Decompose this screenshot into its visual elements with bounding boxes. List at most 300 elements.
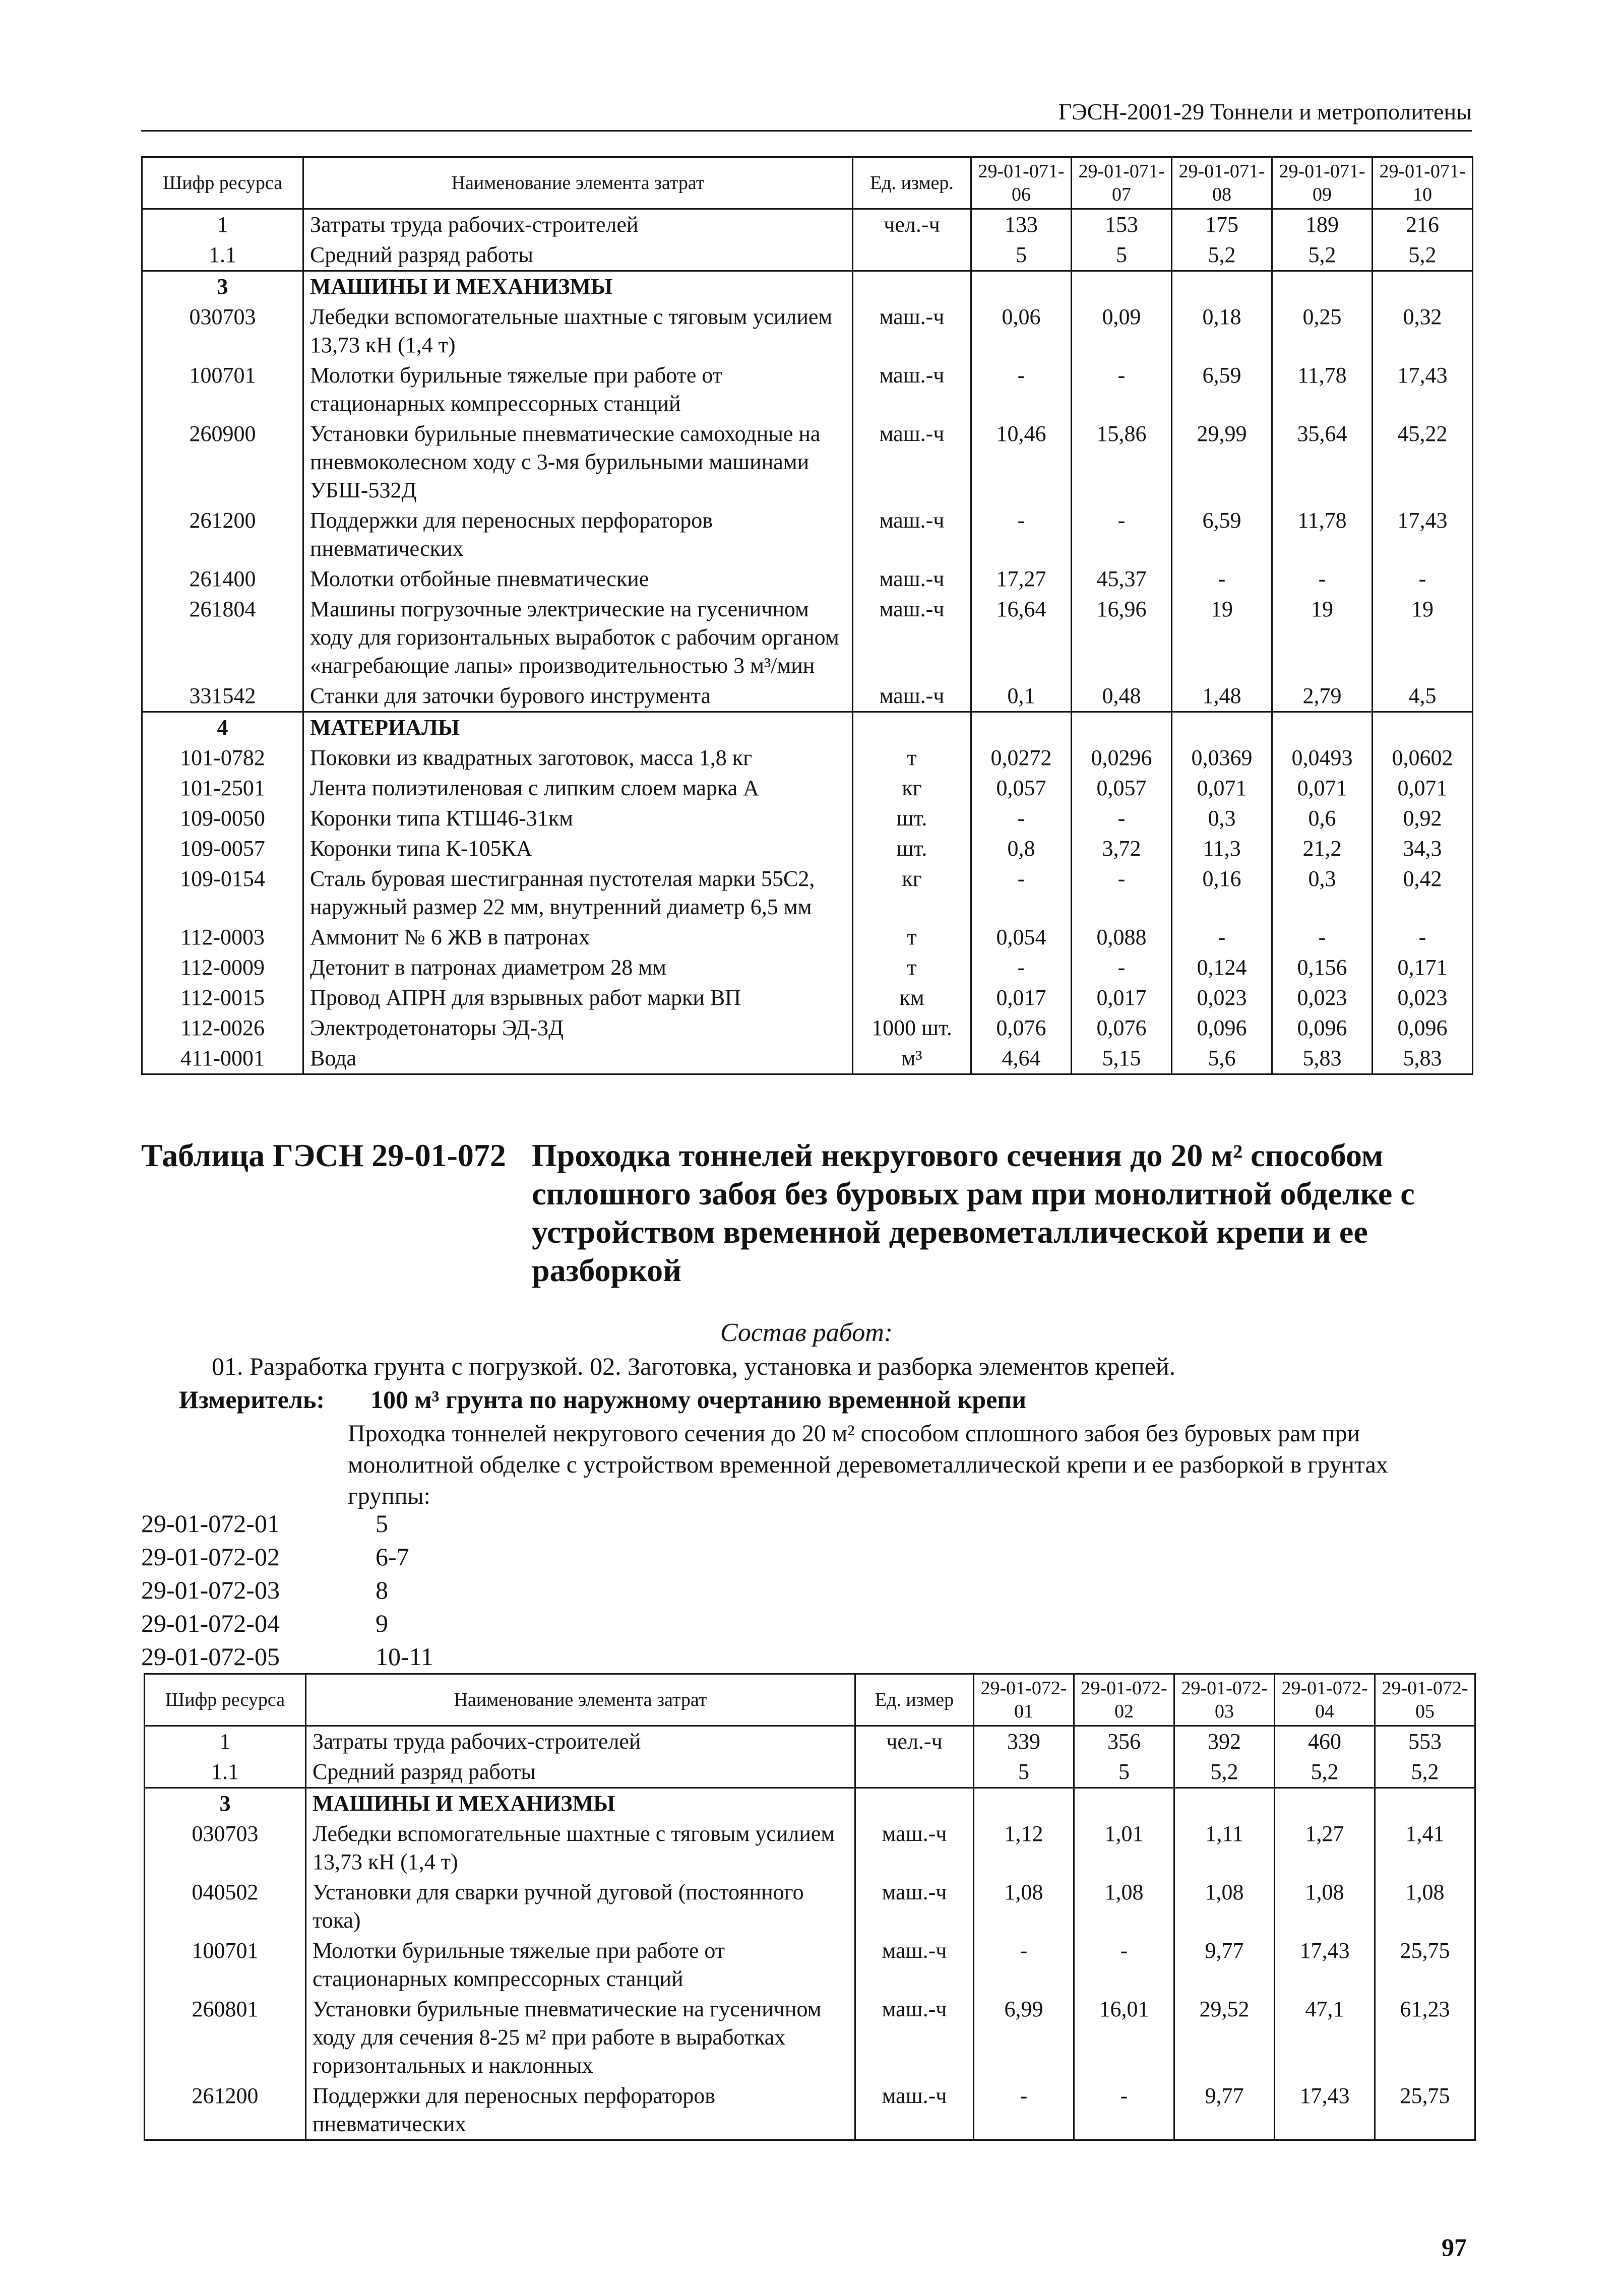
resource-unit: шт.	[853, 834, 971, 864]
resource-unit: маш.-ч	[855, 1994, 974, 2081]
resource-code: 1	[145, 1726, 306, 1757]
norm-value: 0,06	[971, 302, 1072, 360]
resource-code: 261200	[145, 2081, 306, 2140]
resource-unit: кг	[853, 864, 971, 922]
resource-unit: 1000 шт.	[853, 1013, 971, 1043]
resource-code: 101-0782	[142, 743, 303, 773]
norm-value: 1,27	[1275, 1819, 1375, 1877]
norm-value: 6,59	[1172, 360, 1272, 419]
norm-value: -	[1072, 360, 1172, 419]
soil-group: 9	[376, 1609, 388, 1637]
norm-value: 0,16	[1172, 864, 1272, 922]
resource-name: Аммонит № 6 ЖВ в патронах	[303, 922, 853, 952]
norm-code: 29-01-072-02	[141, 1543, 280, 1571]
section-row	[145, 1788, 1475, 1819]
table-row	[142, 1043, 1473, 1074]
resource-unit	[855, 1757, 974, 1788]
resource-code: 1.1	[142, 240, 303, 271]
table-row	[142, 952, 1473, 983]
norm-value: 1,08	[1375, 1877, 1475, 1936]
composition-text: 01. Разработка грунта с погрузкой. 02. Заготовка, установка и разборка элементов крепей.	[212, 1352, 1176, 1380]
resource-code: 331542	[142, 681, 303, 712]
resource-code: 1.1	[145, 1757, 306, 1788]
resource-unit: маш.-ч	[853, 594, 971, 681]
norm-value: 19	[1272, 594, 1373, 681]
norm-value: 0,6	[1272, 803, 1373, 834]
resource-unit	[855, 1788, 974, 1819]
resource-code: 100701	[145, 1936, 306, 1994]
resource-unit: чел.-ч	[853, 209, 971, 240]
meter-text: 100 м³ грунта по наружному очертанию временной крепи	[370, 1385, 1027, 1414]
resource-name: МАШИНЫ И МЕХАНИЗМЫ	[306, 1788, 855, 1819]
norm-value: -	[974, 2081, 1074, 2140]
norm-value: 0,023	[1272, 983, 1373, 1013]
resource-code: 3	[142, 271, 303, 302]
norm-value: 35,64	[1272, 419, 1373, 505]
norm-value: 1,01	[1074, 1819, 1174, 1877]
norm-value: 0,0493	[1272, 743, 1373, 773]
norm-code-row	[141, 1640, 433, 1673]
norm-value: 5,15	[1072, 1043, 1172, 1074]
resource-unit: шт.	[853, 803, 971, 834]
resource-name: Электродетонаторы ЭД-3Д	[303, 1013, 853, 1043]
norm-value: 0,057	[971, 773, 1072, 803]
table-row	[142, 773, 1473, 803]
table-row	[142, 594, 1473, 681]
section-row	[142, 271, 1473, 302]
col-header-norm: 29-01-071-06	[971, 157, 1072, 209]
norm-value: 216	[1373, 209, 1473, 240]
resource-name: Лебедки вспомогательные шахтные с тяговым усилием 13,73 кН (1,4 т)	[303, 302, 853, 360]
resource-unit: маш.-ч	[855, 1819, 974, 1877]
resource-name: Лента полиэтиленовая с липким слоем марка А	[303, 773, 853, 803]
norm-value: 17,43	[1373, 360, 1473, 419]
norm-value: 5,83	[1373, 1043, 1473, 1074]
resource-code: 4	[142, 712, 303, 743]
norm-value: 0,25	[1272, 302, 1373, 360]
norm-value: -	[971, 952, 1072, 983]
resource-name: Затраты труда рабочих-строителей	[306, 1726, 855, 1757]
norm-value: 0,1	[971, 681, 1072, 712]
norm-value: 25,75	[1375, 1936, 1475, 1994]
norm-value: -	[971, 864, 1072, 922]
norm-value: 175	[1172, 209, 1272, 240]
resource-code: 040502	[145, 1877, 306, 1936]
table-row	[142, 564, 1473, 594]
table-row	[142, 922, 1473, 952]
resource-name: Сталь буровая шестигранная пустотелая марки 55С2, наружный размер 22 мм, внутренний диаметр 6,5 мм	[303, 864, 853, 922]
norm-value: 5,6	[1172, 1043, 1272, 1074]
norm-value	[1072, 271, 1172, 302]
resource-code: 261804	[142, 594, 303, 681]
work-description: Проходка тоннелей некругового сечения до 20 м² способом сплошного забоя без буровых рам при монолитной обделке с устройством временной деревометаллической крепи и ее разборкой в грунтах группы:	[348, 1420, 1388, 1509]
norm-value	[1072, 712, 1172, 743]
norm-value: 5,2	[1272, 240, 1373, 271]
norm-value: 45,37	[1072, 564, 1172, 594]
norm-value: 1,48	[1172, 681, 1272, 712]
norm-value: 133	[971, 209, 1072, 240]
resource-name: Молотки отбойные пневматические	[303, 564, 853, 594]
norm-value: 0,09	[1072, 302, 1172, 360]
norm-value	[1272, 712, 1373, 743]
norm-value	[1373, 712, 1473, 743]
table-row	[142, 240, 1473, 271]
norm-value: -	[971, 803, 1072, 834]
table-row	[145, 1757, 1475, 1788]
table-row	[142, 1013, 1473, 1043]
resource-code: 030703	[142, 302, 303, 360]
resource-name: МАШИНЫ И МЕХАНИЗМЫ	[303, 271, 853, 302]
norm-value: 21,2	[1272, 834, 1373, 864]
section-row	[142, 712, 1473, 743]
norm-value	[971, 712, 1072, 743]
norm-value: 0,088	[1072, 922, 1172, 952]
norm-value: 5	[1072, 240, 1172, 271]
norm-value: 10,46	[971, 419, 1072, 505]
norm-value: -	[971, 360, 1072, 419]
resource-code: 109-0050	[142, 803, 303, 834]
resource-name: Молотки бурильные тяжелые при работе от стационарных компрессорных станций	[303, 360, 853, 419]
resource-name: Установки бурильные пневматические на гусеничном ходу для сечения 8-25 м² при работе в выработках горизонтальных и наклонных	[306, 1994, 855, 2081]
col-header-unit: Ед. измер.	[853, 157, 971, 209]
norm-code-row	[141, 1573, 433, 1607]
norm-value: -	[1172, 922, 1272, 952]
norm-value	[1373, 271, 1473, 302]
norm-value: 1,08	[1074, 1877, 1174, 1936]
norm-code: 29-01-072-03	[141, 1576, 280, 1604]
norm-value: 45,22	[1373, 419, 1473, 505]
norm-value: 61,23	[1375, 1994, 1475, 2081]
norm-value: -	[1373, 564, 1473, 594]
norm-value: 0,0602	[1373, 743, 1473, 773]
norm-value: 16,64	[971, 594, 1072, 681]
table-body	[142, 209, 1473, 1074]
norm-value: 0,0369	[1172, 743, 1272, 773]
norm-value: 0,096	[1172, 1013, 1272, 1043]
norm-value: 9,77	[1174, 2081, 1275, 2140]
resource-code: 112-0026	[142, 1013, 303, 1043]
resource-unit: маш.-ч	[853, 302, 971, 360]
norm-value: 5,2	[1172, 240, 1272, 271]
norm-value	[1272, 271, 1373, 302]
norm-value: -	[971, 505, 1072, 564]
norm-value: 0,096	[1272, 1013, 1373, 1043]
resource-code: 112-0015	[142, 983, 303, 1013]
resource-name: Коронки типа КТШ46-31км	[303, 803, 853, 834]
norm-value: 0,071	[1373, 773, 1473, 803]
norm-value: 6,99	[974, 1994, 1074, 2081]
norm-value: 6,59	[1172, 505, 1272, 564]
norm-value: 4,64	[971, 1043, 1072, 1074]
resource-name: Молотки бурильные тяжелые при работе от стационарных компрессорных станций	[306, 1936, 855, 1994]
resource-code: 109-0154	[142, 864, 303, 922]
norm-value: 0,42	[1373, 864, 1473, 922]
norm-value: 3,72	[1072, 834, 1172, 864]
norm-value: 1,08	[1275, 1877, 1375, 1936]
col-header-norm: 29-01-071-08	[1172, 157, 1272, 209]
table-header-row	[142, 157, 1473, 209]
resource-code: 3	[145, 1788, 306, 1819]
soil-group: 8	[376, 1576, 388, 1604]
norm-value: 19	[1373, 594, 1473, 681]
norm-value: 1,12	[974, 1819, 1074, 1877]
norm-value: 5	[1074, 1757, 1174, 1788]
col-header-norm: 29-01-071-10	[1373, 157, 1473, 209]
norm-value: 460	[1275, 1726, 1375, 1757]
norm-value: 11,78	[1272, 360, 1373, 419]
table-row	[142, 834, 1473, 864]
table-row	[142, 864, 1473, 922]
col-header-norm: 29-01-072-04	[1275, 1674, 1375, 1726]
norm-value: 0,023	[1373, 983, 1473, 1013]
resource-name: Провод АПРН для взрывных работ марки ВП	[303, 983, 853, 1013]
norm-value: 0,8	[971, 834, 1072, 864]
norm-value: 0,3	[1272, 864, 1373, 922]
norm-value	[1375, 1788, 1475, 1819]
norm-value: 47,1	[1275, 1994, 1375, 2081]
norm-value: -	[1272, 564, 1373, 594]
norm-value: 34,3	[1373, 834, 1473, 864]
resource-code: 109-0057	[142, 834, 303, 864]
norm-value: 0,48	[1072, 681, 1172, 712]
norm-value	[971, 271, 1072, 302]
norm-value: 5,2	[1375, 1757, 1475, 1788]
table-row	[145, 1994, 1475, 2081]
resource-unit: т	[853, 922, 971, 952]
meter-label: Измеритель:	[179, 1385, 325, 1414]
norm-value: 17,43	[1373, 505, 1473, 564]
norm-value: 25,75	[1375, 2081, 1475, 2140]
resource-code: 261200	[142, 505, 303, 564]
resource-name: Затраты труда рабочих-строителей	[303, 209, 853, 240]
norm-value	[1172, 271, 1272, 302]
resource-code: 101-2501	[142, 773, 303, 803]
norm-value: 11,78	[1272, 505, 1373, 564]
section-table-label: Таблица ГЭСН 29-01-072	[141, 1137, 506, 1173]
norm-value: 0,054	[971, 922, 1072, 952]
norm-value: 9,77	[1174, 1936, 1275, 1994]
norm-value: 339	[974, 1726, 1074, 1757]
resource-unit: маш.-ч	[855, 2081, 974, 2140]
resource-name: Станки для заточки бурового инструмента	[303, 681, 853, 712]
meter-line	[179, 1385, 1026, 1414]
col-header-code: Шифр ресурса	[145, 1674, 306, 1726]
resource-name: Средний разряд работы	[303, 240, 853, 271]
norm-value: 0,18	[1172, 302, 1272, 360]
norm-value: 5	[971, 240, 1072, 271]
norm-value: -	[1072, 952, 1172, 983]
col-header-unit: Ед. измер	[855, 1674, 974, 1726]
resource-unit	[853, 712, 971, 743]
norm-value: 5,83	[1272, 1043, 1373, 1074]
resource-unit: маш.-ч	[853, 564, 971, 594]
resource-unit: км	[853, 983, 971, 1013]
soil-group: 10-11	[376, 1642, 433, 1671]
norm-value: -	[1072, 803, 1172, 834]
norm-value: 0,171	[1373, 952, 1473, 983]
norm-value: 0,096	[1373, 1013, 1473, 1043]
norm-value: 5,2	[1174, 1757, 1275, 1788]
norm-value: 0,3	[1172, 803, 1272, 834]
resource-unit	[853, 271, 971, 302]
resource-name: Коронки типа К-105КА	[303, 834, 853, 864]
norm-value: 19	[1172, 594, 1272, 681]
norm-value: 15,86	[1072, 419, 1172, 505]
norm-value: 29,99	[1172, 419, 1272, 505]
resource-name: Средний разряд работы	[306, 1757, 855, 1788]
resource-code: 260801	[145, 1994, 306, 2081]
table-row	[142, 419, 1473, 505]
norm-value: 17,43	[1275, 1936, 1375, 1994]
norm-value: 1,08	[974, 1877, 1074, 1936]
norm-value: 0,071	[1272, 773, 1373, 803]
table-row	[145, 1936, 1475, 1994]
norm-value	[1275, 1788, 1375, 1819]
page-number: 97	[1442, 2233, 1467, 2261]
norm-value: 553	[1375, 1726, 1475, 1757]
norm-value: -	[1172, 564, 1272, 594]
resource-name: Поддержки для переносных перфораторов пневматических	[303, 505, 853, 564]
resource-code: 411-0001	[142, 1043, 303, 1074]
table-row	[145, 2081, 1475, 2140]
resource-name: Поковки из квадратных заготовок, масса 1,8 кг	[303, 743, 853, 773]
norm-value: 356	[1074, 1726, 1174, 1757]
resource-name: МАТЕРИАЛЫ	[303, 712, 853, 743]
soil-group: 5	[376, 1509, 388, 1538]
norm-value: -	[1373, 922, 1473, 952]
norm-code-row	[141, 1540, 433, 1573]
norm-value: 0,92	[1373, 803, 1473, 834]
resource-code: 100701	[142, 360, 303, 419]
resource-name: Детонит в патронах диаметром 28 мм	[303, 952, 853, 983]
norm-value: 0,057	[1072, 773, 1172, 803]
resource-unit: маш.-ч	[853, 360, 971, 419]
table-header-row	[145, 1674, 1475, 1726]
norm-value: -	[1074, 1936, 1174, 1994]
norm-value: 1,08	[1174, 1877, 1275, 1936]
resource-name: Установки для сварки ручной дуговой (постоянного тока)	[306, 1877, 855, 1936]
table-row	[142, 209, 1473, 240]
norm-value: 0,017	[971, 983, 1072, 1013]
running-header: ГЭСН-2001-29 Тоннели и метрополитены	[141, 98, 1472, 132]
norm-value: 0,124	[1172, 952, 1272, 983]
table-row	[145, 1726, 1475, 1757]
norm-value: 1,41	[1375, 1819, 1475, 1877]
col-header-norm: 29-01-071-07	[1072, 157, 1172, 209]
table-row	[142, 803, 1473, 834]
composition-heading: Состав работ:	[720, 1318, 893, 1347]
col-header-norm: 29-01-072-05	[1375, 1674, 1475, 1726]
resource-unit: маш.-ч	[855, 1936, 974, 1994]
norm-value: 1,11	[1174, 1819, 1275, 1877]
col-header-norm: 29-01-072-03	[1174, 1674, 1275, 1726]
table-row	[142, 360, 1473, 419]
norm-value: 2,79	[1272, 681, 1373, 712]
resource-code: 1	[142, 209, 303, 240]
resource-table-071	[141, 156, 1473, 1075]
norm-value	[1172, 712, 1272, 743]
norm-value: 0,156	[1272, 952, 1373, 983]
norm-value: 16,96	[1072, 594, 1172, 681]
resource-name: Машины погрузочные электрические на гусеничном ходу для горизонтальных выработок с рабочим органом «нагребающие лапы» производительностью 3 м³/мин	[303, 594, 853, 681]
resource-unit: маш.-ч	[853, 505, 971, 564]
norm-value: 17,43	[1275, 2081, 1375, 2140]
norm-code: 29-01-072-01	[141, 1509, 280, 1538]
norm-value: 0,023	[1172, 983, 1272, 1013]
norm-value: 5	[974, 1757, 1074, 1788]
resource-name: Лебедки вспомогательные шахтные с тяговым усилием 13,73 кН (1,4 т)	[306, 1819, 855, 1877]
resource-name: Установки бурильные пневматические самоходные на пневмоколесном ходу с 3-мя бурильными машинами УБШ-532Д	[303, 419, 853, 505]
norm-value	[1174, 1788, 1275, 1819]
col-header-norm: 29-01-072-02	[1074, 1674, 1174, 1726]
resource-code: 030703	[145, 1819, 306, 1877]
table-row	[142, 983, 1473, 1013]
resource-unit	[853, 240, 971, 271]
resource-code: 112-0003	[142, 922, 303, 952]
resource-name: Поддержки для переносных перфораторов пневматических	[306, 2081, 855, 2140]
norm-value: -	[974, 1936, 1074, 1994]
resource-code: 112-0009	[142, 952, 303, 983]
resource-unit: маш.-ч	[855, 1877, 974, 1936]
norm-value: 29,52	[1174, 1994, 1275, 2081]
norm-value	[974, 1788, 1074, 1819]
norm-code: 29-01-072-04	[141, 1609, 280, 1637]
soil-group: 6-7	[376, 1543, 409, 1571]
norm-value: 0,0272	[971, 743, 1072, 773]
norm-value: 0,076	[971, 1013, 1072, 1043]
norm-code-list	[141, 1507, 433, 1673]
table-row	[142, 681, 1473, 712]
resource-unit: чел.-ч	[855, 1726, 974, 1757]
norm-value: -	[1074, 2081, 1174, 2140]
norm-value: -	[1072, 864, 1172, 922]
norm-code: 29-01-072-05	[141, 1642, 280, 1671]
col-header-norm: 29-01-072-01	[974, 1674, 1074, 1726]
resource-unit: т	[853, 952, 971, 983]
col-header-code: Шифр ресурса	[142, 157, 303, 209]
resource-unit: кг	[853, 773, 971, 803]
norm-value: 0,076	[1072, 1013, 1172, 1043]
norm-value: 17,27	[971, 564, 1072, 594]
table-row	[145, 1877, 1475, 1936]
resource-unit: маш.-ч	[853, 681, 971, 712]
norm-value: 153	[1072, 209, 1172, 240]
col-header-name: Наименование элемента затрат	[303, 157, 853, 209]
norm-value: 5,2	[1275, 1757, 1375, 1788]
norm-value: 4,5	[1373, 681, 1473, 712]
norm-value: -	[1072, 505, 1172, 564]
table-row	[142, 505, 1473, 564]
norm-value: 16,01	[1074, 1994, 1174, 2081]
col-header-name: Наименование элемента затрат	[306, 1674, 855, 1726]
norm-value: 0,32	[1373, 302, 1473, 360]
resource-unit: т	[853, 743, 971, 773]
norm-value: -	[1272, 922, 1373, 952]
norm-value: 11,3	[1172, 834, 1272, 864]
table-row	[142, 302, 1473, 360]
norm-value	[1074, 1788, 1174, 1819]
section-table-title: Проходка тоннелей некругового сечения до 20 м² способом сплошного забоя без буровых рам при монолитной обделке с устройством временной деревометаллической крепи и ее разборкой	[532, 1137, 1415, 1288]
table-row	[145, 1819, 1475, 1877]
norm-value: 0,071	[1172, 773, 1272, 803]
norm-code-row	[141, 1607, 433, 1640]
norm-value: 5,2	[1373, 240, 1473, 271]
col-header-norm: 29-01-071-09	[1272, 157, 1373, 209]
resource-unit: м³	[853, 1043, 971, 1074]
resource-name: Вода	[303, 1043, 853, 1074]
resource-code: 260900	[142, 419, 303, 505]
resource-table-072	[144, 1673, 1476, 2141]
